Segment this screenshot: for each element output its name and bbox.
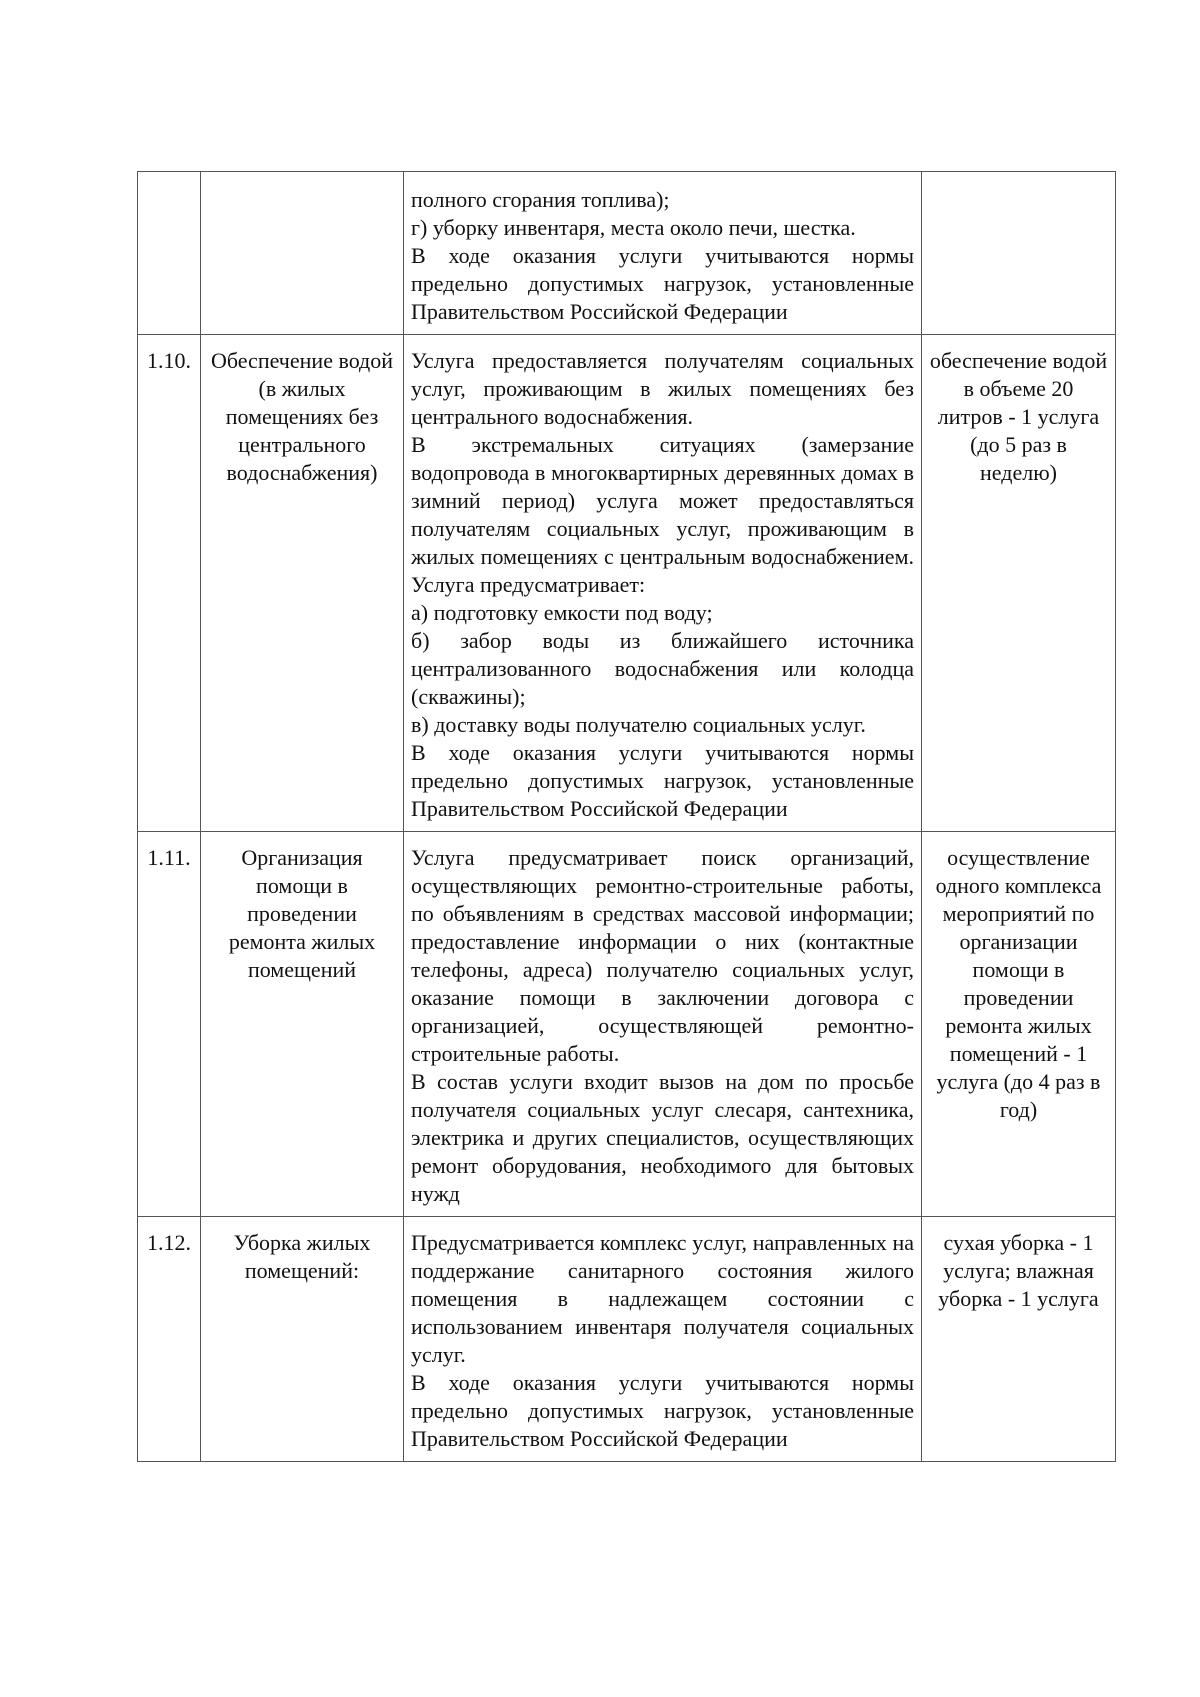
description-paragraph: в) доставку воды получателю социальных услуг. [411,712,866,737]
service-description [404,832,922,1217]
service-name [201,172,404,335]
service-name: Организация помощи в проведении ремонта жилых помещений [201,832,404,1217]
description-paragraph: а) подготовку емкости под воду; [411,600,713,625]
services-table [137,171,1116,1462]
row-number: 1.12. [138,1217,201,1462]
description-paragraph: В ходе оказания услуги учитываются нормы предельно допустимых нагрузок, установленные Правительством Российской Федерации [411,243,914,324]
service-description [404,335,922,832]
service-name: Обеспечение водой (в жилых помещениях без центрального водоснабжения) [201,335,404,832]
description-paragraph: В экстремальных ситуациях (замерзание водопровода в многоквартирных деревянных домах в зимний период) услуга может предоставляться получателям социальных услуг, проживающим в жилых помещениях с центральным водоснабжением. Услуга предусматривает: [411,432,914,597]
service-volume: сухая уборка - 1 услуга; влажная уборка - 1 услуга [922,1217,1116,1462]
table-row [138,1217,1116,1462]
description-paragraph: г) уборку инвентаря, места около печи, шестка. [411,215,856,240]
service-name: Уборка жилых помещений: [201,1217,404,1462]
service-description [404,1217,922,1462]
description-paragraph: полного сгорания топлива); [411,187,670,212]
service-description [404,172,922,335]
service-volume: осуществление одного комплекса мероприятий по организации помощи в проведении ремонта жилых помещений - 1 услуга (до 4 раз в год) [922,832,1116,1217]
description-paragraph: Предусматривается комплекс услуг, направленных на поддержание санитарного состояния жилого помещения в надлежащем состоянии с использованием инвентаря получателя социальных услуг. [411,1230,914,1367]
table-row [138,335,1116,832]
description-paragraph: В состав услуги входит вызов на дом по просьбе получателя социальных услуг слесаря, сантехника, электрика и других специалистов, осуществляющих ремонт оборудования, необходимого для бытовых нужд [411,1069,914,1206]
table-row [138,832,1116,1217]
service-volume [922,172,1116,335]
description-paragraph: В ходе оказания услуги учитываются нормы предельно допустимых нагрузок, установленные Правительством Российской Федерации [411,1370,914,1451]
description-paragraph: Услуга предусматривает поиск организаций, осуществляющих ремонтно-строительные работы, по объявлениям в средствах массовой информации; предоставление информации о них (контактные телефоны, адреса) получателю социальных услуг, оказание помощи в заключении договора с организацией, осуществляющей ремонтно-строительные работы. [411,845,914,1066]
service-volume: обеспечение водой в объеме 20 литров - 1 услуга (до 5 раз в неделю) [922,335,1116,832]
row-number [138,172,201,335]
table-row [138,172,1116,335]
description-paragraph: Услуга предоставляется получателям социальных услуг, проживающим в жилых помещениях без центрального водоснабжения. [411,348,914,429]
description-paragraph: б) забор воды из ближайшего источника централизованного водоснабжения или колодца (скважины); [411,628,914,709]
row-number: 1.10. [138,335,201,832]
description-paragraph: В ходе оказания услуги учитываются нормы предельно допустимых нагрузок, установленные Правительством Российской Федерации [411,740,914,821]
row-number: 1.11. [138,832,201,1217]
